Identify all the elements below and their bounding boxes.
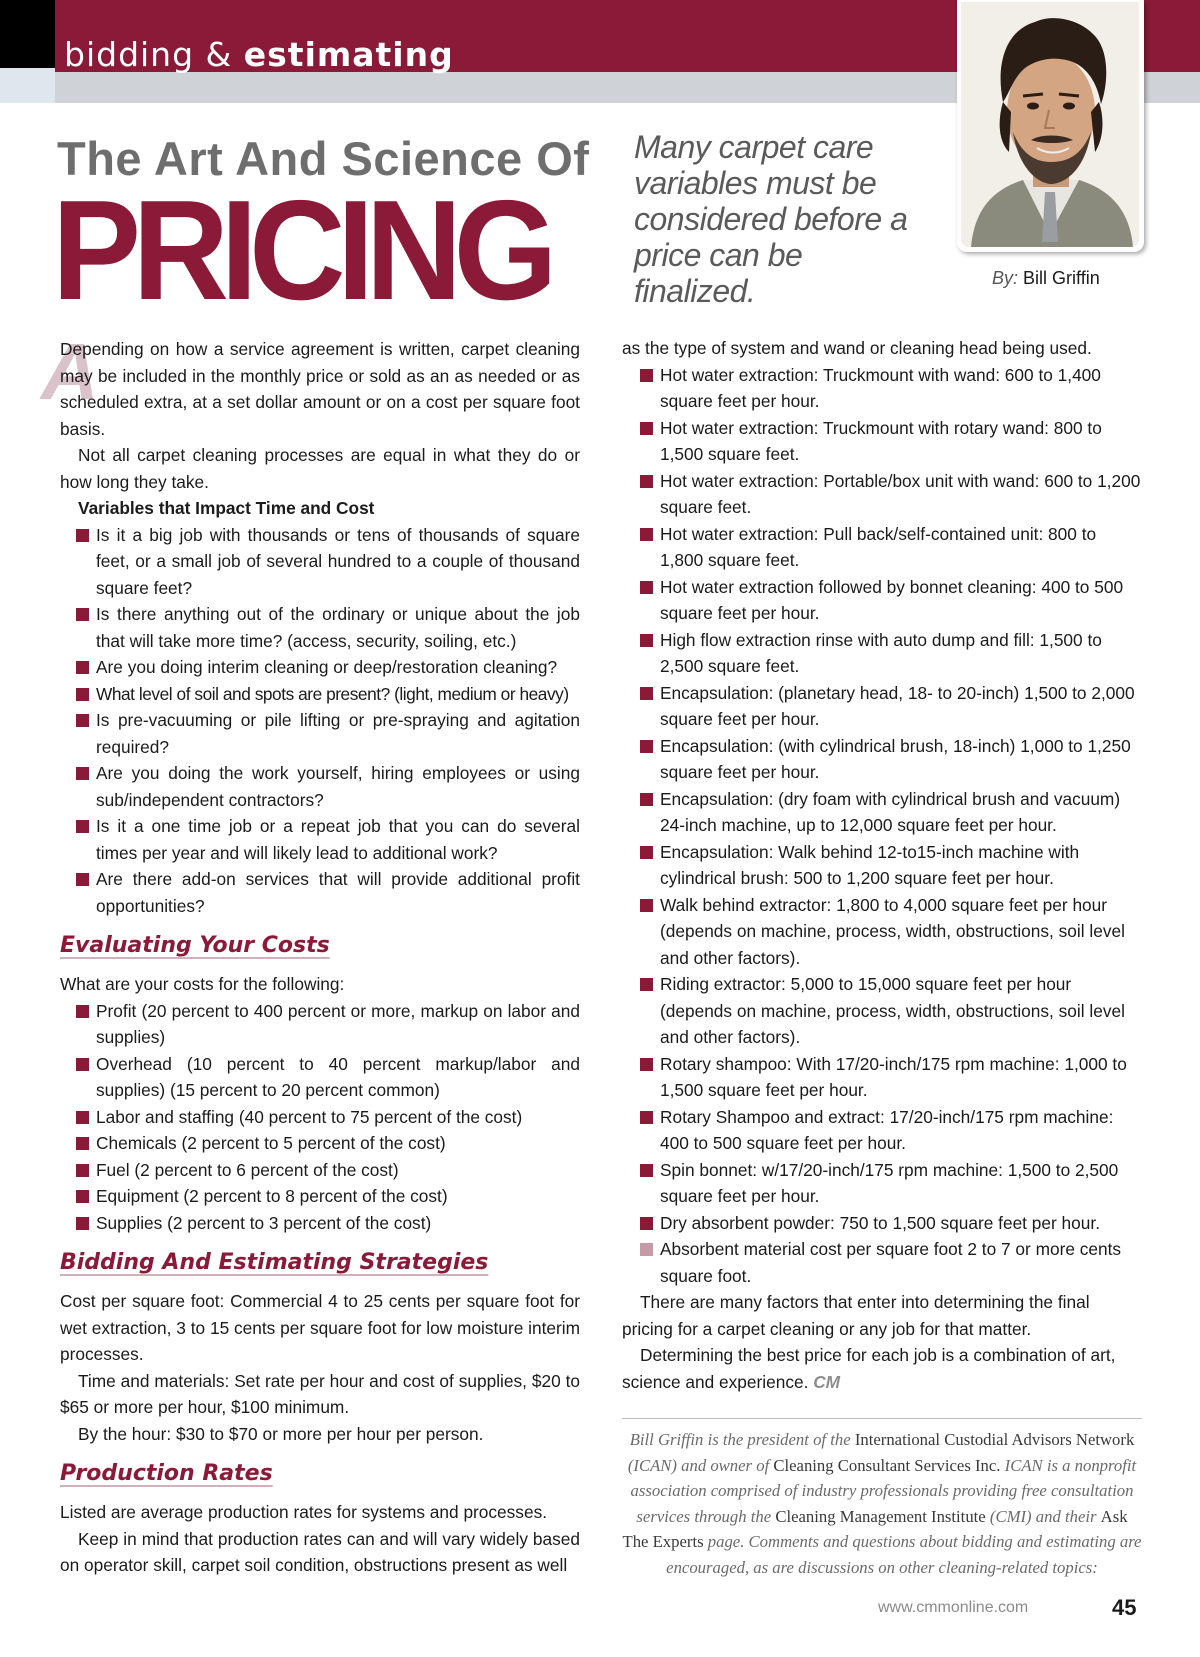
list-item: Rotary shampoo: With 17/20-inch/175 rpm machine: 1,000 to 1,500 square feet per hour. xyxy=(622,1051,1144,1104)
list-item: Rotary Shampoo and extract: 17/20-inch/175 rpm machine: 400 to 500 square feet per hour. xyxy=(622,1104,1144,1157)
body-paragraph: Not all carpet cleaning processes are equal in what they do or how long they take. xyxy=(60,445,580,492)
closing-text: Determining the best price for each job is a combination of art, science and experience. xyxy=(622,1345,1116,1392)
list-item: Is pre-vacuuming or pile lifting or pre-spraying and agitation required? xyxy=(60,707,580,760)
pull-quote: Many carpet care variables must be considered before a price can be finalized. xyxy=(634,129,908,309)
body-paragraph: as the type of system and wand or cleaning head being used. xyxy=(622,338,1092,358)
list-item: Supplies (2 percent to 3 percent of the cost) xyxy=(60,1210,580,1237)
body-paragraph: Cost per square foot: Commercial 4 to 25 cents per square foot for wet extraction, 3 to 15 cents per square foot for low moisture interim processes. xyxy=(60,1291,580,1364)
body-paragraph: By the hour: $30 to $70 or more per hour per person. xyxy=(78,1423,484,1444)
author-bio xyxy=(622,1427,1142,1580)
body-paragraph xyxy=(622,1342,1144,1395)
list-item: Encapsulation: (dry foam with cylindrical brush and vacuum) 24-inch machine, up to 12,000 square feet per hour. xyxy=(622,786,1144,839)
list-item: Overhead (10 percent to 40 percent markup/labor and supplies) (15 percent to 20 percent common) xyxy=(60,1051,580,1104)
list-item: Encapsulation: (planetary head, 18- to 20-inch) 1,500 to 2,000 square feet per hour. xyxy=(622,680,1144,733)
title-line1: The Art And Science Of xyxy=(57,132,590,185)
left-column xyxy=(60,336,580,1579)
body-paragraph: Keep in mind that production rates can and will vary widely based on operator skill, carpet soil condition, obstructions present as well xyxy=(60,1528,580,1575)
body-paragraph: Listed are average production rates for systems and processes. xyxy=(60,1502,548,1522)
page-number: 45 xyxy=(1112,1595,1137,1620)
list-item: Spin bonnet: w/17/20-inch/175 rpm machine: 1,500 to 2,500 square feet per hour. xyxy=(622,1157,1144,1210)
variables-list xyxy=(60,522,580,920)
list-item: Hot water extraction followed by bonnet cleaning: 400 to 500 square feet per hour. xyxy=(622,574,1144,627)
right-column xyxy=(622,335,1144,1395)
end-mark: CM xyxy=(813,1371,841,1392)
author-portrait-icon xyxy=(961,2,1139,247)
list-item: Encapsulation: Walk behind 12-to15-inch machine with cylindrical brush: 500 to 1,200 square feet per hour. xyxy=(622,839,1144,892)
bio-org-name: Cleaning Consultant Services Inc. xyxy=(773,1455,1001,1475)
list-item: Dry absorbent powder: 750 to 1,500 square feet per hour. xyxy=(622,1210,1144,1237)
bio-org-name: International Custodial Advisors Network xyxy=(854,1430,1135,1449)
list-item: Hot water extraction: Pull back/self-contained unit: 800 to 1,800 square feet. xyxy=(622,521,1144,574)
list-item: Hot water extraction: Portable/box unit with wand: 600 to 1,200 square feet. xyxy=(622,468,1144,521)
drop-cap: A xyxy=(41,327,99,416)
list-item: Is it a big job with thousands or tens of thousands of square feet, or a small job of several hundred to a couple of thousand square feet? xyxy=(60,522,580,602)
section-label-bold: estimating xyxy=(243,35,454,74)
bio-text: (CMI) and their xyxy=(985,1506,1101,1526)
bio-text: Bill Griffin is the president of the xyxy=(629,1430,855,1449)
list-item: Encapsulation: (with cylindrical brush, 18-inch) 1,000 to 1,250 square feet per hour. xyxy=(622,733,1144,786)
bio-divider xyxy=(622,1418,1142,1419)
byline-author: Bill Griffin xyxy=(1023,268,1100,288)
bio-org-name: Cleaning Management Institute xyxy=(775,1506,986,1526)
list-item: Walk behind extractor: 1,800 to 4,000 square feet per hour (depends on machine, process, width, obstructions, soil level and other factors). xyxy=(622,892,1144,972)
list-item: Equipment (2 percent to 8 percent of the cost) xyxy=(60,1183,580,1210)
intro-paragraph: Depending on how a service agreement is written, carpet cleaning may be included in the monthly price or sold as an as needed or as scheduled extra, at a set dollar amount or on a cost per square foot basis. xyxy=(60,339,580,439)
author-photo xyxy=(961,2,1139,247)
bio-text: (ICAN) and owner of xyxy=(627,1455,774,1475)
body-paragraph: There are many factors that enter into determining the final pricing for a carpet cleaning or any job for that matter. xyxy=(622,1292,1090,1339)
list-item: Profit (20 percent to 400 percent or more, markup on labor and supplies) xyxy=(60,998,580,1051)
list-subitem: Absorbent material cost per square foot 2 to 7 or more cents square foot. xyxy=(622,1236,1144,1289)
bio-text: ICAN is a nonprofit association comprised of industry professionals providing free consultation services through the xyxy=(630,1455,1137,1526)
header-corner-block xyxy=(0,0,55,68)
list-item: Labor and staffing (40 percent to 75 percent of the cost) xyxy=(60,1104,580,1131)
byline-prefix: By: xyxy=(992,268,1019,288)
bio-text: page. Comments and questions about bidding and estimating are encouraged, as are discussions on other cleaning-related topics: xyxy=(666,1532,1142,1577)
variables-subhead: Variables that Impact Time and Cost xyxy=(78,498,375,518)
list-item: High flow extraction rinse with auto dump and fill: 1,500 to 2,500 square feet. xyxy=(622,627,1144,680)
costs-list xyxy=(60,998,580,1237)
section-heading-costs: Evaluating Your Costs xyxy=(60,933,330,958)
section-heading-strategies: Bidding And Estimating Strategies xyxy=(60,1250,489,1275)
list-item: Chemicals (2 percent to 5 percent of the cost) xyxy=(60,1130,580,1157)
header-light-block xyxy=(0,68,55,103)
list-item: Hot water extraction: Truckmount with rotary wand: 800 to 1,500 square feet. xyxy=(622,415,1144,468)
section-heading-rates: Production Rates xyxy=(60,1461,273,1486)
list-item: Are you doing interim cleaning or deep/restoration cleaning? xyxy=(60,654,580,681)
list-item: Riding extractor: 5,000 to 15,000 square feet per hour (depends on machine, process, width, obstructions, soil level and other factors). xyxy=(622,971,1144,1051)
list-item: Is it a one time job or a repeat job that you can do several times per year and will likely lead to additional work? xyxy=(60,813,580,866)
title-line2: PRICING xyxy=(52,171,549,330)
body-paragraph: Time and materials: Set rate per hour and cost of supplies, $20 to $65 or more per hour, $100 minimum. xyxy=(60,1370,580,1417)
list-item: What level of soil and spots are present? (light, medium or heavy) xyxy=(60,681,580,708)
list-item: Hot water extraction: Truckmount with wand: 600 to 1,400 square feet per hour. xyxy=(622,362,1144,415)
list-item: Is there anything out of the ordinary or unique about the job that will take more time? (access, security, soiling, etc.) xyxy=(60,601,580,654)
list-item: Are you doing the work yourself, hiring employees or using sub/independent contractors? xyxy=(60,760,580,813)
bio-org-name: Ask The Experts xyxy=(622,1506,1128,1551)
list-item: Fuel (2 percent to 6 percent of the cost) xyxy=(60,1157,580,1184)
costs-intro: What are your costs for the following: xyxy=(60,974,345,994)
byline xyxy=(992,268,1100,289)
section-label xyxy=(64,35,454,74)
list-item: Are there add-on services that will provide additional profit opportunities? xyxy=(60,866,580,919)
footer-url: www.cmmonline.com xyxy=(878,1599,1029,1616)
section-label-light: bidding & xyxy=(64,35,244,74)
rates-list xyxy=(622,362,1144,1290)
